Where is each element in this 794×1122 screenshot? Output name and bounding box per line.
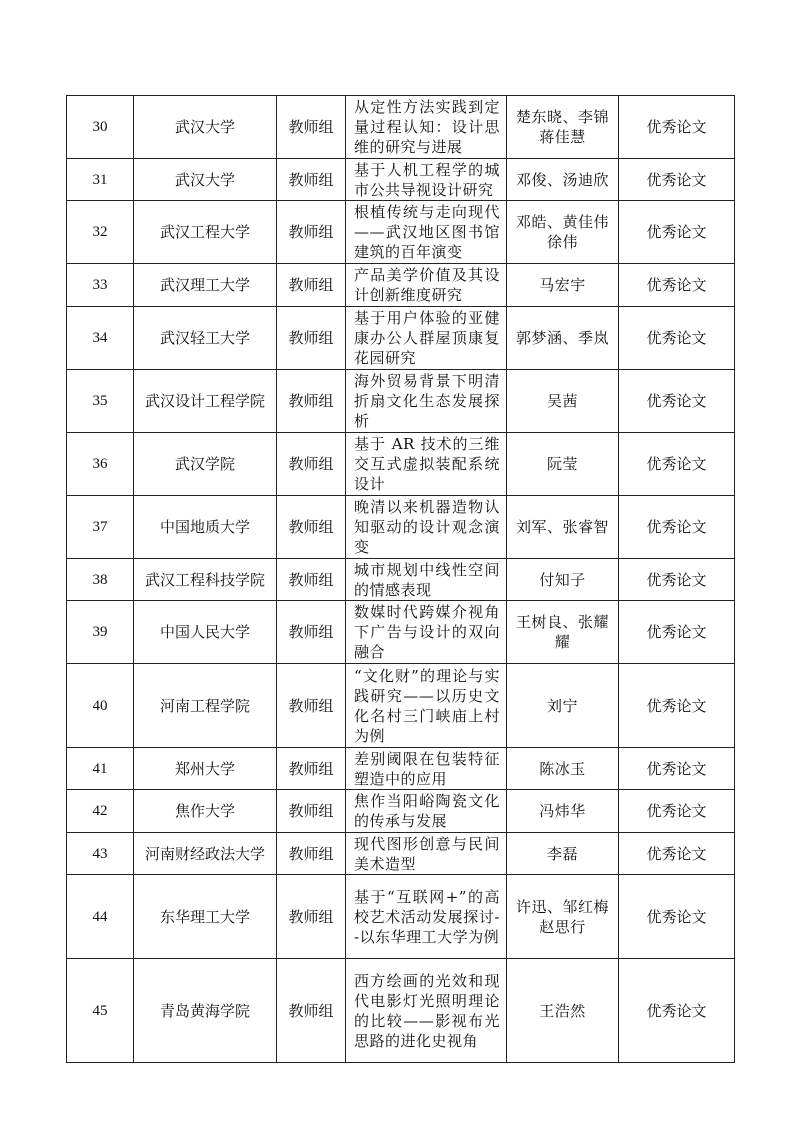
group-name: 教师组	[277, 601, 346, 664]
author-names: 楚东晓、李锦蒋佳慧	[507, 96, 619, 159]
group-name: 教师组	[277, 496, 346, 559]
award-level: 优秀论文	[619, 601, 735, 664]
school-name: 焦作大学	[134, 790, 277, 833]
school-name: 武汉理工大学	[134, 264, 277, 307]
school-name: 武汉大学	[134, 159, 277, 201]
award-level: 优秀论文	[619, 790, 735, 833]
group-name: 教师组	[277, 833, 346, 875]
row-number: 44	[67, 875, 134, 959]
row-number: 33	[67, 264, 134, 307]
paper-title: 海外贸易背景下明清折扇文化生态发展探析	[346, 370, 507, 433]
table-row	[67, 496, 735, 559]
awards-table-body	[67, 96, 735, 1063]
table-row	[67, 790, 735, 833]
row-number: 34	[67, 307, 134, 370]
author-names: 阮莹	[507, 433, 619, 496]
school-name: 武汉轻工大学	[134, 307, 277, 370]
award-level: 优秀论文	[619, 264, 735, 307]
paper-title: 现代图形创意与民间美术造型	[346, 833, 507, 875]
author-names: 王浩然	[507, 959, 619, 1063]
award-level: 优秀论文	[619, 496, 735, 559]
group-name: 教师组	[277, 370, 346, 433]
award-level: 优秀论文	[619, 959, 735, 1063]
author-names: 邓俊、汤迪欣	[507, 159, 619, 201]
author-names: 付知子	[507, 559, 619, 601]
row-number: 37	[67, 496, 134, 559]
group-name: 教师组	[277, 790, 346, 833]
group-name: 教师组	[277, 201, 346, 264]
school-name: 武汉大学	[134, 96, 277, 159]
author-names: 王树良、张耀耀	[507, 601, 619, 664]
table-row	[67, 201, 735, 264]
group-name: 教师组	[277, 159, 346, 201]
award-level: 优秀论文	[619, 370, 735, 433]
group-name: 教师组	[277, 433, 346, 496]
row-number: 38	[67, 559, 134, 601]
paper-title: 从定性方法实践到定量过程认知：设计思维的研究与进展	[346, 96, 507, 159]
paper-title: 基于 AR 技术的三维交互式虚拟装配系统设计	[346, 433, 507, 496]
paper-title: “文化财”的理论与实践研究——以历史文化名村三门峡庙上村为例	[346, 664, 507, 748]
awards-table	[66, 95, 735, 1063]
award-level: 优秀论文	[619, 96, 735, 159]
award-level: 优秀论文	[619, 159, 735, 201]
table-row	[67, 307, 735, 370]
paper-title: 晚清以来机器造物认知驱动的设计观念演变	[346, 496, 507, 559]
award-level: 优秀论文	[619, 748, 735, 790]
school-name: 东华理工大学	[134, 875, 277, 959]
author-names: 李磊	[507, 833, 619, 875]
row-number: 45	[67, 959, 134, 1063]
row-number: 30	[67, 96, 134, 159]
group-name: 教师组	[277, 875, 346, 959]
paper-title: 根植传统与走向现代——武汉地区图书馆建筑的百年演变	[346, 201, 507, 264]
group-name: 教师组	[277, 307, 346, 370]
paper-title: 西方绘画的光效和现代电影灯光照明理论的比较——影视布光思路的进化史视角	[346, 959, 507, 1063]
paper-title: 城市规划中线性空间的情感表现	[346, 559, 507, 601]
school-name: 中国地质大学	[134, 496, 277, 559]
table-row	[67, 748, 735, 790]
award-level: 优秀论文	[619, 201, 735, 264]
author-names: 郭梦涵、季岚	[507, 307, 619, 370]
row-number: 41	[67, 748, 134, 790]
row-number: 32	[67, 201, 134, 264]
group-name: 教师组	[277, 748, 346, 790]
paper-title: 焦作当阳峪陶瓷文化的传承与发展	[346, 790, 507, 833]
group-name: 教师组	[277, 664, 346, 748]
author-names: 吴茜	[507, 370, 619, 433]
group-name: 教师组	[277, 959, 346, 1063]
school-name: 武汉工程科技学院	[134, 559, 277, 601]
award-level: 优秀论文	[619, 664, 735, 748]
author-names: 邓皓、黄佳伟徐伟	[507, 201, 619, 264]
table-row	[67, 875, 735, 959]
table-row	[67, 264, 735, 307]
row-number: 36	[67, 433, 134, 496]
table-row	[67, 601, 735, 664]
paper-title: 产品美学价值及其设计创新维度研究	[346, 264, 507, 307]
table-row	[67, 959, 735, 1063]
table-row	[67, 96, 735, 159]
paper-title: 基于人机工程学的城市公共导视设计研究	[346, 159, 507, 201]
row-number: 42	[67, 790, 134, 833]
table-row	[67, 159, 735, 201]
table-row	[67, 370, 735, 433]
table-row	[67, 833, 735, 875]
group-name: 教师组	[277, 264, 346, 307]
table-row	[67, 664, 735, 748]
author-names: 冯炜华	[507, 790, 619, 833]
group-name: 教师组	[277, 559, 346, 601]
school-name: 河南工程学院	[134, 664, 277, 748]
school-name: 武汉学院	[134, 433, 277, 496]
paper-title: 基于用户体验的亚健康办公人群屋顶康复花园研究	[346, 307, 507, 370]
author-names: 许迅、邹红梅赵思行	[507, 875, 619, 959]
award-level: 优秀论文	[619, 559, 735, 601]
paper-title: 差别阈限在包装特征塑造中的应用	[346, 748, 507, 790]
paper-title: 数媒时代跨媒介视角下广告与设计的双向融合	[346, 601, 507, 664]
school-name: 郑州大学	[134, 748, 277, 790]
paper-title: 基于“互联网+”的高校艺术活动发展探讨--以东华理工大学为例	[346, 875, 507, 959]
row-number: 40	[67, 664, 134, 748]
row-number: 39	[67, 601, 134, 664]
row-number: 35	[67, 370, 134, 433]
author-names: 刘宁	[507, 664, 619, 748]
award-level: 优秀论文	[619, 307, 735, 370]
row-number: 43	[67, 833, 134, 875]
author-names: 马宏宇	[507, 264, 619, 307]
school-name: 青岛黄海学院	[134, 959, 277, 1063]
school-name: 中国人民大学	[134, 601, 277, 664]
author-names: 刘军、张睿智	[507, 496, 619, 559]
author-names: 陈冰玉	[507, 748, 619, 790]
school-name: 武汉工程大学	[134, 201, 277, 264]
row-number: 31	[67, 159, 134, 201]
table-row	[67, 559, 735, 601]
table-row	[67, 433, 735, 496]
group-name: 教师组	[277, 96, 346, 159]
award-level: 优秀论文	[619, 833, 735, 875]
award-level: 优秀论文	[619, 433, 735, 496]
school-name: 河南财经政法大学	[134, 833, 277, 875]
award-level: 优秀论文	[619, 875, 735, 959]
school-name: 武汉设计工程学院	[134, 370, 277, 433]
